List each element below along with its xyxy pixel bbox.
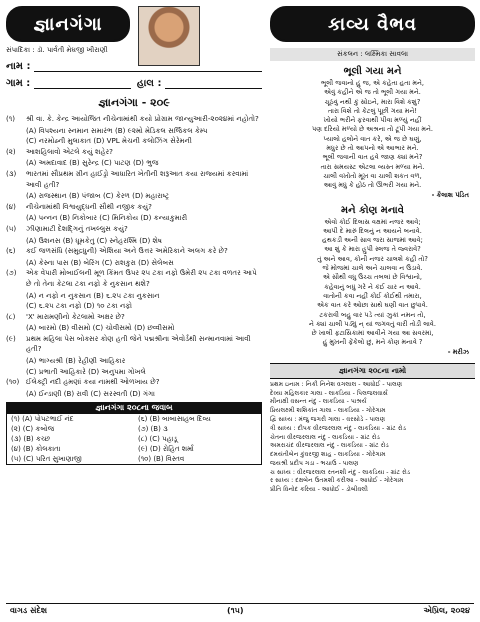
poetry-banner: કાવ્ય વૈભવ [270, 6, 475, 42]
answer-item: (૧૦) (B) વિસ્તવ [138, 455, 185, 464]
footer-date: એપ્રિલ, ૨૦૨૪ [423, 605, 470, 615]
poem-line: એવો કોઈ દિલાસ વક્ષમાં નજર આવે; [324, 217, 421, 226]
question-number: (૪) [6, 201, 16, 211]
footer-publication: વાગડ સંદેશ [10, 605, 48, 615]
answer-item: (૩) (B) કચ્છ [11, 435, 50, 444]
poetry-column [270, 6, 475, 495]
village-field[interactable]: ગામ : હાલ : [6, 78, 262, 89]
winner-line: ચેતના વીરજરલાલ નંદુ - લાકડિયા - ગ્રાંટ રોડ [270, 433, 380, 441]
poem-title-1: ભૂલી ગયા મને [343, 66, 402, 77]
poem-line: હથકડી અની સાવ જરા સાજમાં આવે; [322, 236, 423, 245]
question-options: (A) ન નફો ન નુકસાન (B) ૬.૨૫ ટકા નુકસાન [26, 290, 160, 300]
question-options: (C) પ્રભાતી આહિકારે (D) અનુપમા ગોખલે [26, 366, 146, 376]
quiz-question [6, 268, 262, 289]
question-number: (૯) [6, 333, 16, 343]
answer-item: (૨) (C) કબોજ [11, 425, 55, 434]
quiz-question [6, 312, 262, 323]
poem-line: તું અને આવ, કોની નજર ચાલશે કહી તો? [317, 254, 428, 263]
poem-signature-1: - કૈલાશ પંડિત [431, 190, 469, 199]
question-text: કઈ જળસંધિ (સમુદ્રધુની) એશિયા અને ઉત્તર અમેરિકાને અલગ કરે છે? [26, 246, 228, 256]
poem-line: ચાલી વખોતો મૂખ વા ચાલી શકત વળ, [323, 171, 422, 180]
question-options: (A) કેસ્ના પાસ (B) બેરિંગ (C) રાશકુરા (D) સેલેબસ [26, 257, 174, 267]
question-number: (૧) [6, 114, 16, 123]
question-options: (A) વિપશ્યના સ્નમાન સમારંભ (B) ૯૨મો મેડિકલ સર્જિકલ કેમ્પ [26, 125, 208, 135]
poem-line: વાતોની કવા નહીં કોઈ કોઈથી તમારા, [323, 291, 422, 300]
question-options: (C) ૬.૨૫ ટકા નફો (D) ૧૦ ટકા નફો [26, 301, 133, 311]
quiz-question [6, 377, 262, 388]
poem-line: ખોયો ભરીને ફરવાથી પીવા મળ્યું નહીં [323, 116, 422, 125]
question-text: ભારતમાં સૌપ્રથમ ગ્રીન હાઈડ્રો આધારિત ખેતીની શરૂઆત કયા રાજ્યમાં કરવામાં આવી હતી? [26, 168, 249, 189]
quiz-question [6, 224, 262, 235]
editor-credit: સંપાદિકા : ડૉ. પાર્વતી મેઘજી ખીરાણી [6, 46, 108, 54]
question-text: એક વેપારી મોબાઈલની મૂળ કિંમત ઉપર ૨૫ ટકા નફો ઉમેરી ૨૫ ટકા વળતર આપે છે તો તેના કેટલા ટકા નફો કે નુકસાન થશે? [26, 268, 257, 288]
poem-line: પણ દરિયો મળ્યો છે અશ્રના તો ટૂંપી ગયા મને. [311, 125, 434, 134]
winner-line: ત્રી સાધ્ય : દીપક વીરજરલાલ નંદુ - લાકડિયા - ગ્રાંટ રોડ [270, 424, 406, 432]
poem-line: ભૂલી જવાનો હું જ, એ કહેતા હતા મને, [321, 79, 424, 87]
question-options: (A) ભાગ્યશ્રી (B) રેહીણી આહિકાર [26, 356, 126, 366]
footer-page-number: (૧૫) [227, 605, 244, 615]
winner-line: ર સાધ્ય : દક્ષબેન ઉતમશી કરીઆ - આધોઈ - ગોરેગામ [270, 477, 404, 485]
winner-line: જયશ્રી પ્રદીપ ગડા - ભચાઉ - પાલણ [270, 459, 359, 467]
question-number: (૮) [6, 311, 16, 321]
quiz-banner: જ્ઞાનગંગા [6, 6, 130, 42]
poem-body-1 [270, 79, 475, 191]
quiz-question [6, 147, 262, 158]
winner-line: પ્રથમ ઇનામ : નિકી નિનેશ વગલાલ - આધોઈ - પાલણ [270, 380, 403, 388]
poem-line: હું મુખની ફેંકેલો છું, મને કોણ મનાવે ? [322, 338, 423, 347]
poem-line: ટકરાવી બહુ વાર પડે ત્યાં ઝુકાં નમન તો, [319, 310, 426, 319]
poem-title-2: મને કોણ મનાવે [341, 204, 404, 216]
answer-item: (૫) (C) પરિત સુખાણાજી [11, 455, 82, 464]
question-options: (A) ઈન્ડાણી (B) રાવી (C) સરસ્વતી (D) ગંગા [26, 388, 155, 398]
winner-line: ચ સાધ્ય : વીરજરલાલ રતનશી નંદુ - લાકડિયા - ગ્રાંટ રોડ [270, 468, 411, 476]
poem-line: એવું કહીને એ જ તો ભૂલી ગયા મને. [324, 88, 421, 97]
poem-line: છે ખાલી ફટાસિકામાં આવીને ગયા આ સવરમાં, [311, 329, 434, 338]
poem-signature-2: - મરીઝ [447, 347, 469, 356]
quiz-column [6, 6, 262, 465]
answer-item: (૬) (B) બાબાસાહબ દિવ્ય [138, 415, 211, 424]
question-number: (૫) [6, 223, 17, 233]
question-number: (૭) [6, 268, 17, 278]
poem-line: ને ક્યાં ચાલી પડ્યું ન્ યાં જગવતું વારી તોડી લાવે. [308, 319, 437, 328]
winners-title: જ્ઞાનગંગા ૨૦૮ના નામો [270, 363, 475, 379]
poem-line: પ્યાલો હલોને વાત કરે, એ જ છે ઘણું, [323, 134, 422, 143]
poem-line: આપી દે મારું દિલનું ન આયને બનાવે. [323, 226, 422, 235]
poem-line: ભૂલી જવાની વાત હવે જાણ ક્યાં મને? [322, 153, 423, 162]
question-text: પ્રથમ મહિલા પેસ બોક્સર કોણ હતી જેને પદ્મશ્રીના એવોર્ડથી સન્માનવામાં આવી હતી? [26, 333, 251, 354]
quiz-title: જ્ઞાનગંગા - ૨૦૯ [98, 96, 170, 109]
question-number: (૩) [6, 168, 17, 178]
quiz-question [6, 334, 262, 355]
question-options: (A) પન્નન (B) નિકોબાર (C) મિનિકોય (D) કન્યાકુમારી [26, 213, 188, 223]
question-text: નીચેનામાંથી વિશ્વયુદ્ધની સૌથી નજીક કયું? [26, 201, 152, 211]
poem-body-2 [270, 218, 475, 348]
answers-grid [6, 414, 262, 465]
winner-line: દ્વિ સાધ્ય : મંજુ જગરી ગાલા - વરસોડે - પાલણ [270, 415, 386, 423]
winner-line: પ્રિયલક્ષ્મી શશિકાંત ગાલા - લાકડિયા - ગોરેગામ [270, 407, 386, 415]
editor-photo [138, 6, 200, 66]
poem-line: તારા વિશે તો કેટલું પૂછી ગયા મને! [327, 106, 418, 115]
question-options: (A) બારમો (B) વીસમો (C) ચોવીસમો (D) છવ્વીસમો [26, 323, 175, 333]
question-options: (A) રાજસ્થાન (B) પંજાબ (C) કેરળ (D) મહારાષ્ટ્ર [26, 191, 170, 201]
question-list [6, 114, 262, 399]
poem-line: જે મોજમાં ચાલે અને ચાલવા ન ઉડાવે. [322, 264, 423, 273]
poem-line: આ શું કે મારા હ્રુપી સ્લજ તે જ્વરાવે? [324, 245, 421, 254]
quiz-question [6, 202, 262, 213]
quiz-question [6, 114, 262, 125]
answer-item: (૧) (A) પોપટભાઈ નંદ [11, 415, 74, 424]
answer-item: (૮) (C) પહાડૂ [138, 435, 178, 444]
winner-line: પ્રીતિ વિનોદ કરિયા - આધોઈ - ડોબીવલી [270, 486, 368, 494]
question-text: આશહિલાવો એટલે કયું શહેર? [26, 146, 113, 156]
answer-item: (૯) (D) રોહિત શર્મા [138, 445, 194, 454]
poem-line: તારા સમયસ્ટ એટલા વ્યસ્ત મળ્યા મને. [320, 162, 425, 171]
page-footer [6, 603, 474, 617]
question-number: (૬) [6, 246, 16, 256]
winners-list [270, 381, 475, 495]
winner-line: દમયંતીબેન કુંવરજી શાહ - લાકડિયા - ગોરેગામ [270, 451, 386, 459]
winner-line: દેવ્યા મહિલકાર ગાલા - લાકડિયા - પિલજલવાર્સ [270, 389, 388, 397]
question-number: (૧૦) [6, 377, 20, 387]
answer-item: (૪) (B) કોલકાતા [11, 445, 61, 454]
quiz-question [6, 246, 262, 257]
poem-line: મધુર છે તો આપનો એ આભાર મને. [326, 144, 419, 153]
question-options: (A) ઉશનસ (B) ધૂમકેતુ (C) સ્નેહરશ્મિ (D) શેષ [26, 235, 162, 245]
question-options: (C) નરમોહ્ની મુલાકાત (D) VPL મેચની કલોઝિંગ સેરેમની [26, 136, 192, 146]
answer-item: (૭) (B) ૩ [138, 425, 168, 434]
question-options: (A) અમદાવાદ (B) સુરેન્દ્ર (C) પાટણ (D) ભુજ [26, 158, 159, 168]
poem-line: ચૂઠવું નથી કું સોઇને, મારા વિશે કશું? [324, 97, 421, 106]
poem-line: એક વાત કરે ઓછા સાથે ઘણી વાત છુપાવે. [317, 301, 428, 310]
winner-line: અમરાચંદ વીરજરલાલ નંદુ - લાકડિયા - ગ્રાંટ રોડ [270, 442, 389, 450]
poem-line: કહેવાનું બધું ગરે ને કંઈ ચાર ન આવે. [324, 282, 421, 291]
winner-line: મીનાક્ષી વસન્ત નંદુ - લાકડિયા - પાશ્રર્ય [270, 398, 367, 406]
question-text: શ્રી વા. કે. કેન્દ્ર આયોજિત નીચેનામાંથી કયો પ્રોગ્રામ જાન્યુઆરી-૨૦૨૪માં નહોતો? [26, 114, 259, 123]
quiz-question [6, 169, 262, 190]
poem-line: આવું મધું કે હોઠ તો ઊભરી ગયા મને. [323, 181, 422, 190]
answers-title: જ્ઞાનગંગા ૨૦૮ના જવાબ [6, 402, 262, 414]
name-field[interactable]: નામ : [6, 61, 262, 72]
question-text: 'X' મારામણીનો કેટલામો અક્ષર છે? [26, 311, 125, 321]
question-number: (૨) [6, 146, 16, 156]
poem-line: એ સૌથી વધુ ઉચ્ચ તબલાં છે વિશ્વાનો, [322, 273, 423, 282]
question-text: ઝીણામાટી દેશદ્ગિનું તખલ્લુસ કયું? [26, 223, 128, 233]
question-text: ઈલેક્ટ્રી નદી હમણાં કયા નામથી ઓળખાય છે? [26, 377, 160, 387]
compiler-credit: સંકલન : લક્ષ્મિકા સાવલા [270, 48, 475, 61]
